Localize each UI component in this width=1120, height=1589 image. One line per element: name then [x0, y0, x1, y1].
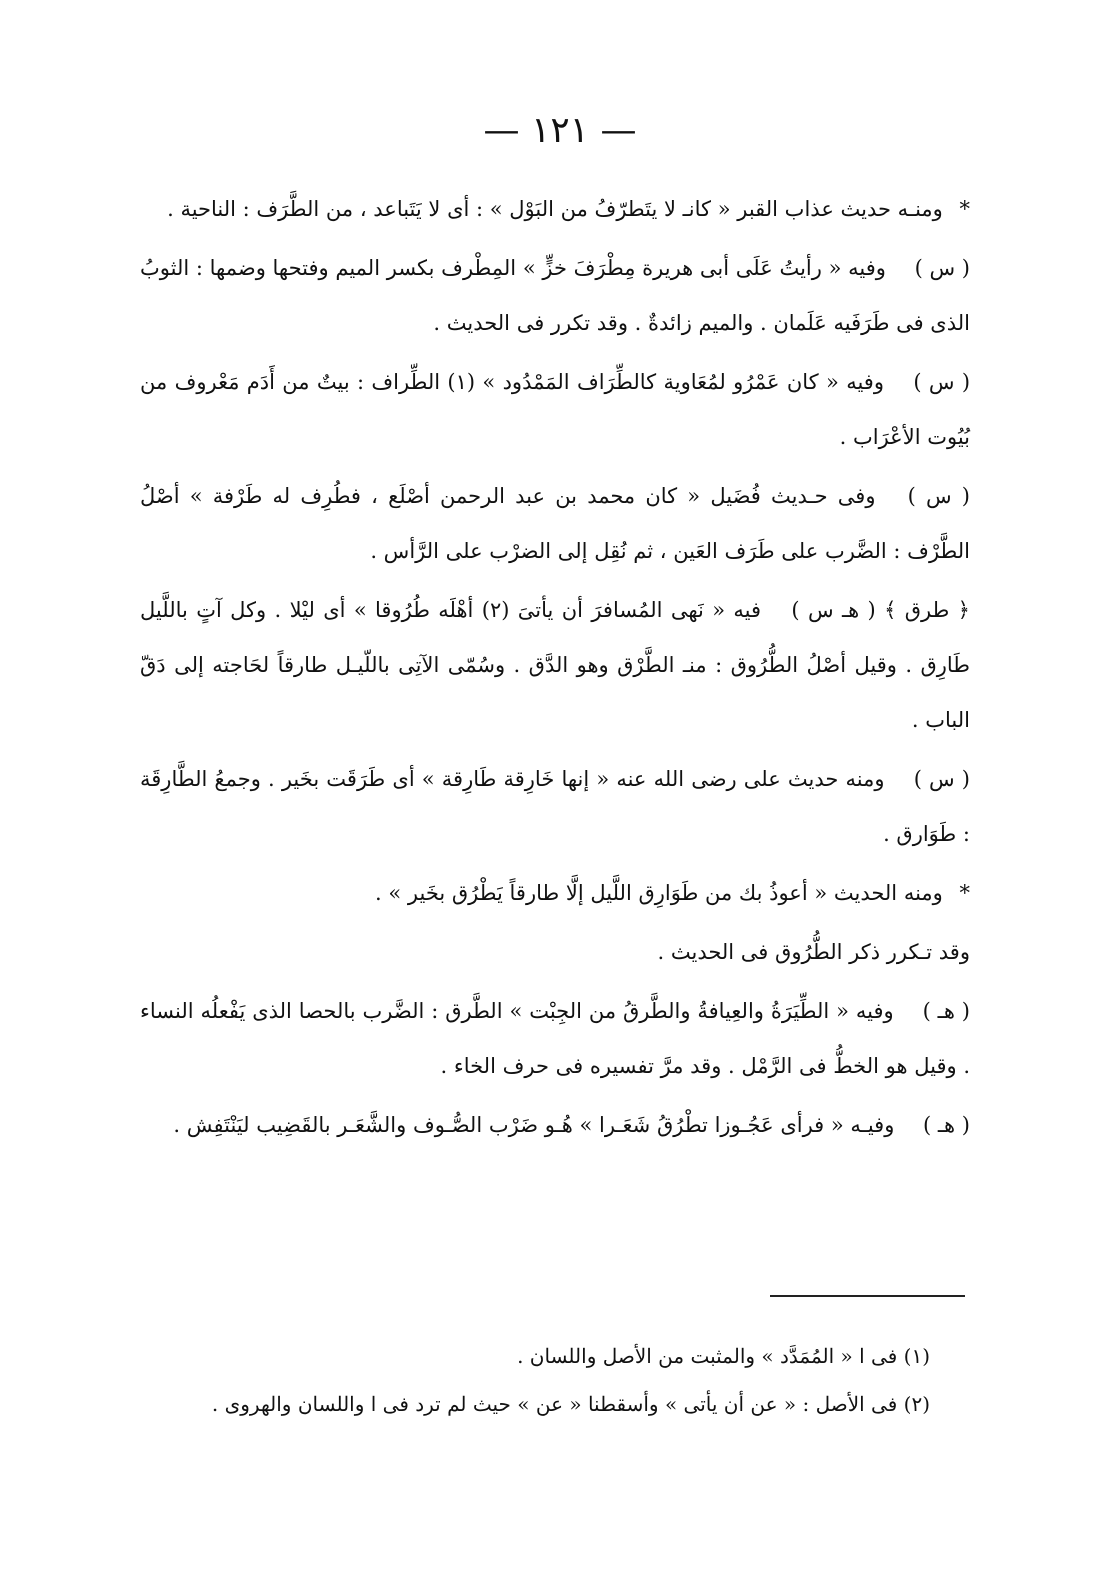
entry-heading-marker: ﴿ طرق ﴾ ( هـ س ) [791, 598, 970, 622]
paragraph-tatarraf [140, 182, 970, 237]
source-marker: ( س ) [907, 484, 970, 508]
asterisk-marker: * [959, 197, 970, 221]
paragraph-text: وفى حـديث فُضَيل « كان محمد بن عبد الرحمن أصْلَع ، فطُرِف له طَرْفة » أصْلُ الطَّرْف : الضَّرب على طَرَف العَين ، ثم نُقِل إلى الضرْب على الرَّأس . [140, 484, 970, 563]
paragraph-text: وفيه « كان عَمْرُو لمُعَاوية كالطِّرَاف المَمْدُود » (١) الطِّراف : بيتٌ من أَدَم مَعْروف من بُيُوت الأعْرَاب . [140, 370, 970, 449]
paragraph-text: وفيه « رأيتُ عَلَى أبى هريرة مِطْرَفَ خزٍّ » المِطْرف بكسر الميم وفتحها وضمها : الثوبُ الذى فى طَرَفَيه عَلَمان . والميم زائدةٌ . وقد تكرر فى الحديث . [140, 256, 970, 335]
paragraph-takarrur [140, 925, 970, 980]
source-marker: ( هـ ) [923, 1113, 970, 1137]
paragraph-entry-tariq [140, 583, 970, 748]
paragraph-tiyara [140, 984, 970, 1094]
footnote-1: (١) فى ا « المُمَدَّد » والمثبت من الأصل واللسان . [517, 1344, 930, 1368]
paragraph-tarf [140, 469, 970, 579]
main-text [140, 182, 970, 1157]
paragraph-tiraf [140, 355, 970, 465]
footnotes [140, 1332, 930, 1428]
paragraph-mitraf [140, 241, 970, 351]
paragraph-text: ومنه حديث على رضى الله عنه « إنها خَارِقة طَارِقة » أى طَرَقَت بخَير . وجمعُ الطَّارِقَة : طَوَارق . [140, 767, 970, 846]
source-marker: ( س ) [913, 370, 971, 394]
page-number: — ١٢١ — [483, 110, 637, 151]
paragraph-text: وفيـه « فرأى عَجُـوزا تطْرُقُ شَعَـرا » هُـو ضَرْب الصُّـوف والشَّعَـر بالقَضِيب ليَنْتَفِش . [173, 1113, 895, 1137]
paragraph-text: ومنه الحديث « أعوذُ بك من طَوَارِق اللَّيل إلَّا طارقاً يَطْرُق بخَير » . [375, 881, 943, 905]
footnote-divider [770, 1295, 965, 1297]
paragraph-text: فيه « نَهى المُسافرَ أن يأتىَ (٢) أهْلَه طُرُوقا » أى ليْلا . وكل آتٍ باللَّيل طَارِق . وقيل أصْلُ الطُّرُوق : منـ الطَّرْق وهو الدَّق . وسُمّى الآتِى باللّيـل طارقاً لحَاجته إلى دَقّ الباب . [140, 598, 970, 732]
source-marker: ( س ) [913, 767, 970, 791]
paragraph-text: وفيه « الطِّيَرَةُ والعِيافةُ والطَّرقُ من الجِبْت » الطَّرق : الضَّرب بالحصا الذى يَفْعلُه النساء . وقيل هو الخطُّ فى الرَّمْل . وقد مرَّ تفسيره فى حرف الخاء . [140, 999, 970, 1078]
asterisk-marker: * [959, 881, 970, 905]
footnote-2: (٢) فى الأصل : « عن أن يأتى » وأسقطنا « عن » حيث لم ترد فى ا واللسان والهروى . [211, 1392, 930, 1416]
source-marker: ( هـ ) [922, 999, 970, 1023]
paragraph-khariqa [140, 752, 970, 862]
paragraph-text: وقد تـكرر ذكر الطُّرُوق فى الحديث . [657, 940, 970, 964]
paragraph-text: ومنـه حديث عذاب القبر « كانـ لا يتَطرّفُ من البَوْل » : أى لا يَتَباعد ، من الطَّرَف : الناحية . [167, 197, 943, 221]
source-marker: ( س ) [914, 256, 970, 280]
paragraph-awaadhu [140, 866, 970, 921]
paragraph-ajuz [140, 1098, 970, 1153]
